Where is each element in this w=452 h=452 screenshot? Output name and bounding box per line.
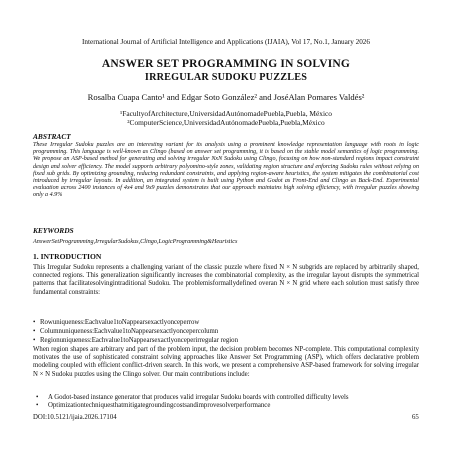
affiliation-2: ²ComputerScience,UniversidadAutónomadePuebla,Puebla,México [127, 118, 325, 127]
constraint-region-uniqueness: Regionuniqueness:Eachvalue1toNappearsexactlyonceperirregular region [40, 337, 238, 344]
list-item [33, 327, 419, 336]
list-item [33, 318, 419, 327]
contribution-optimization: Optimizationtechniquesthatmitigategroundingcostsandimprovesolverperformance [48, 402, 271, 410]
page-number: 65 [412, 414, 419, 421]
list-item [33, 402, 419, 410]
contribution-list [33, 394, 419, 411]
bullet-icon: • [33, 319, 36, 326]
doi-footer: DOI:10.5121/ijaia.2026.17104 [33, 414, 117, 421]
introduction-heading: 1. INTRODUCTION [33, 252, 102, 261]
introduction-paragraph-2: When region shapes are arbitrary and part of the problem input, the decision problem becomes NP-complete. This computational complexity motivates the use of sophisticated constraint solving approaches like Answer Set Programming (ASP), which offers declarative problem modeling coupled with efficient conflict-driven search. In this work, we present a comprehensive ASP-based framework for solving irregular N × N Sudoku puzzles using the Clingo solver. Our main contributions include: [33, 346, 419, 378]
keywords-heading: KEYWORDS [33, 226, 74, 235]
contribution-generator: A Godot-based instance generator that produces valid irregular Sudoku boards with controlled difficulty levels [48, 394, 349, 401]
affiliation-1: ¹FacultyofArchitecture,UniversidadAutónomadePuebla,Puebla, México [120, 109, 332, 118]
bullet-icon: • [36, 394, 39, 401]
keywords-text: AnswerSetProgramming,IrregularSudokus,Clingo,LogicProgramming&Heuristics [33, 238, 238, 245]
constraint-list [33, 318, 419, 345]
paper-title-line-2: IRREGULAR SUDOKU PUZZLES [144, 72, 308, 83]
paper-title-line-1: ANSWER SET PROGRAMMING IN SOLVING [101, 58, 351, 70]
bullet-icon: • [33, 328, 36, 335]
author-list: Rosalba Cuapa Canto¹ and Edgar Soto González² and JoséAlan Pomares Valdés² [87, 92, 365, 102]
constraint-row-uniqueness: Rowuniqueness:Eachvalue1toNappearsexactlyonceperrow [40, 319, 200, 326]
list-item [33, 336, 419, 345]
introduction-paragraph-1: This Irregular Sudoku represents a challenging variant of the classic puzzle where fixed N × N subgrids are replaced by arbitrarily shaped, connected regions. This generalization significantly increases the combinatorial complexity, as the irregular layout disrupts the symmetrical patterns that facilitatesolvingintraditional Sudoku. The problemisformallydefined overan N × N grid where each solution must satisfy three fundamental constraints: [33, 264, 419, 296]
abstract-text: These Irregular Sudoku puzzles are an interesting variant for its analysis using a prominent knowledge representation language with roots in logic programming. This language is well-known as Clingo (based on answer set programming, it is based on the stable model semantics of logic programming. We propose an ASP-based method for generating and solving irregular NxN Sudoku using Clingo, focusing on how non-standard regions impact constraint design and solver efficiency. The model supports arbitrary polyomino-style zones, validating region structure and enforcing Sudoku rules without relying on fixed sub grids. By optimizing grounding, reducing redundant constraints, and applying region-aware heuristics, the system mitigates the combinatorial cost introduced by irregular layouts. In addition, an integrated system is built using Python and Godot as Front-End and Clingo as Back-End. Experimental evaluation across 2400 instances of 4x4 and 9x9 puzzles demonstrates that our approach maintains high solving efficiency, with irregular puzzles showing only a 4.9% [33, 142, 419, 199]
constraint-column-uniqueness: Columnuniqueness:Eachvalue1toNappearsexactlyoncepercolumn [40, 328, 219, 335]
journal-header: International Journal of Artificial Intelligence and Applications (IJAIA), Vol 17, No.1, January 2026 [82, 38, 370, 46]
list-item [33, 394, 419, 402]
bullet-icon: • [33, 337, 36, 344]
bullet-icon: • [36, 402, 39, 410]
abstract-heading: ABSTRACT [33, 132, 71, 141]
